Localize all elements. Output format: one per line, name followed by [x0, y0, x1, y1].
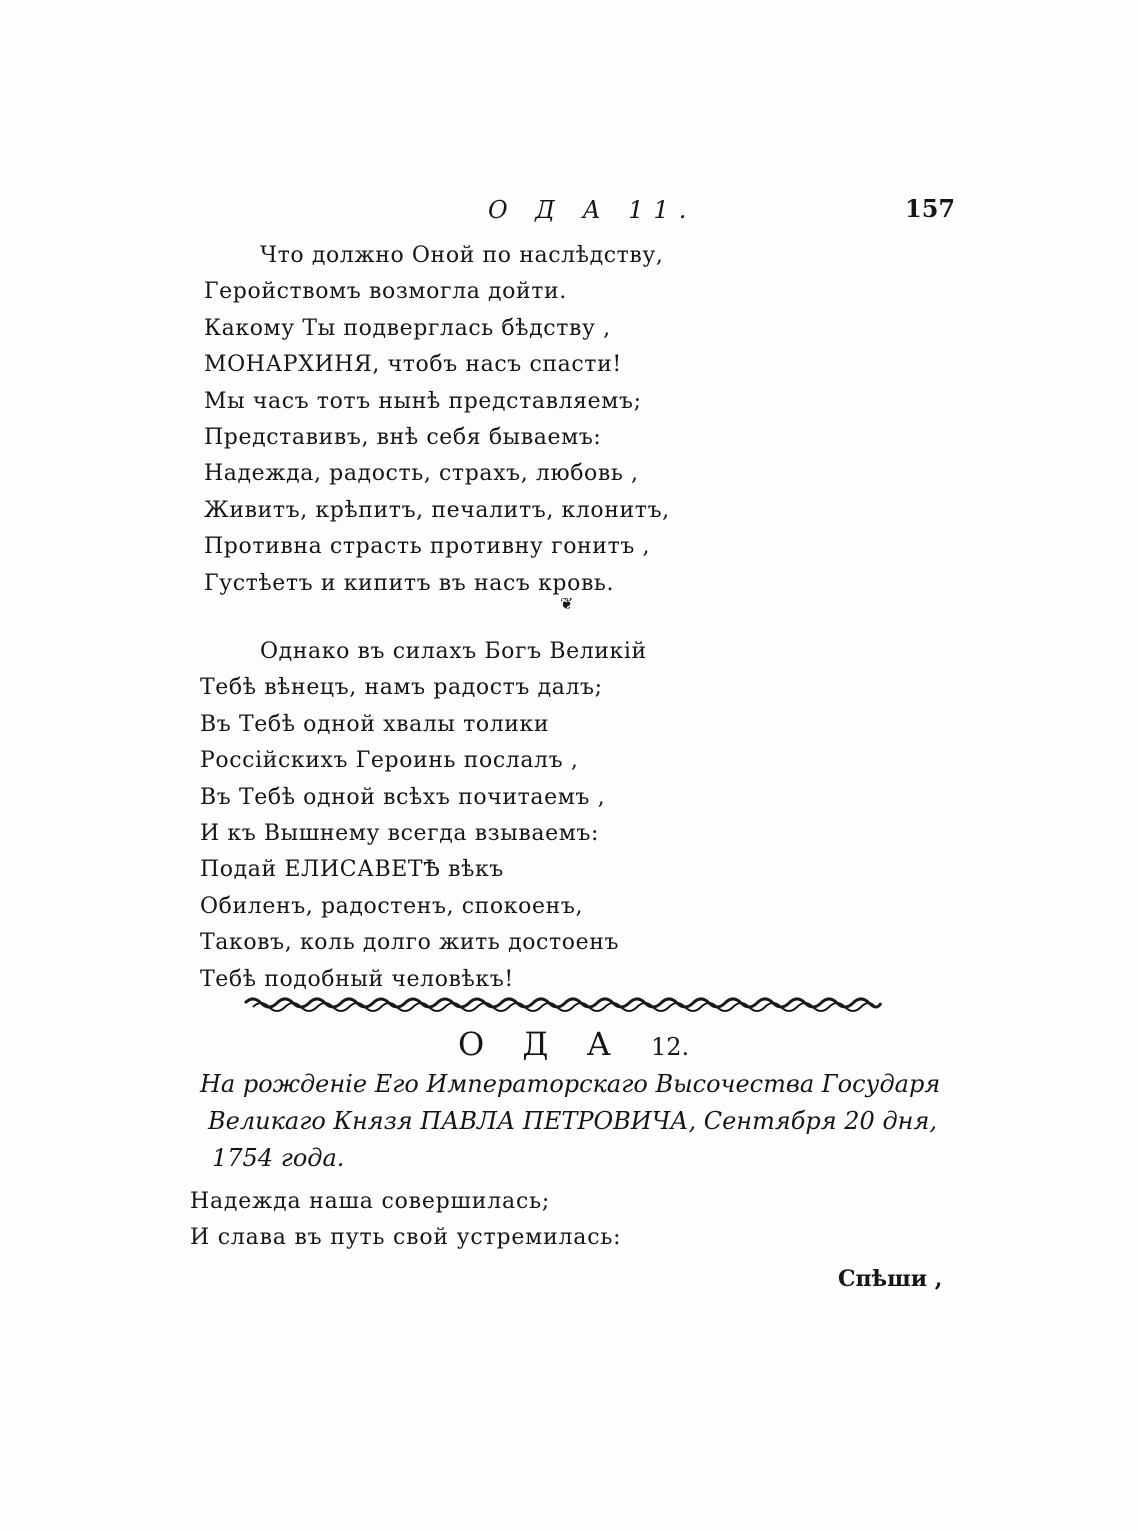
stanza-3 [190, 1184, 621, 1257]
verse-line: Живитъ, крѣпитъ, печалитъ, клонитъ, [204, 497, 670, 523]
verse-line: МОНАРХИНЯ, чтобъ насъ спасти! [204, 352, 622, 378]
verse-line: И слава въ путь свой устремилась: [190, 1225, 622, 1251]
verse-line: Подай ЕЛИСАВЕТѢ вѣкъ [200, 857, 504, 883]
running-title: О Д А 11. [488, 196, 697, 224]
ode-title-letters: О Д А [458, 1025, 625, 1063]
ode-subtitle [200, 1066, 970, 1177]
verse-line: Таковъ, коль долго жить достоенъ [200, 930, 620, 956]
verse-line: Надежда наша совершилась; [190, 1189, 551, 1214]
subtitle-line: На рожденіе Его Императорскаго Высочества Государя [200, 1070, 941, 1098]
verse-line: Тебѣ подобный человѣкъ! [200, 966, 514, 992]
page-number: 157 [905, 194, 956, 223]
verse-line: Что должно Оной по наслѣдству, [260, 243, 664, 268]
verse-line: Геройствомъ возмогла дойти. [204, 279, 567, 305]
verse-line: И къ Вышнему всегда взываемъ: [200, 821, 600, 847]
verse-line: Надежда, радость, страхъ, любовь , [204, 461, 639, 487]
stanza-2 [200, 634, 647, 998]
catchword: Спѣши , [838, 1266, 943, 1292]
subtitle-line: 1754 года. [212, 1144, 345, 1172]
verse-line: Въ Тебѣ одной всѣхъ почитаемъ , [200, 784, 606, 810]
stanza-1 [204, 238, 670, 602]
verse-line: Въ Тебѣ одной хвалы толики [200, 711, 550, 737]
verse-line: Мы часъ тотъ нынѣ представляемъ; [204, 388, 642, 414]
verse-line: Тебѣ вѣнецъ, намъ радостъ далъ; [200, 675, 603, 701]
verse-line: Однако въ силахъ Богъ Великій [260, 639, 647, 664]
verse-line: Представивъ, внѣ себя бываемъ: [204, 425, 602, 451]
verse-line: Густѣетъ и кипитъ въ насъ кровь. [204, 570, 615, 596]
subtitle-line: Великаго Князя ПАВЛА ПЕТРОВИЧА, Сентября 20 дня, [208, 1107, 937, 1135]
ode-title-number: 12. [651, 1033, 690, 1061]
verse-line: Россійскихъ Героинь послалъ , [200, 748, 579, 774]
ode-title [458, 1025, 689, 1063]
stanza-separator-ornament: ❦ [560, 594, 574, 613]
verse-line: Противна страсть противну гонитъ , [204, 534, 651, 560]
verse-line: Какому Ты подверглась бѣдству , [204, 315, 611, 341]
verse-line: Обиленъ, радостенъ, спокоенъ, [200, 893, 584, 919]
decorative-rule-ornament [243, 993, 883, 1013]
